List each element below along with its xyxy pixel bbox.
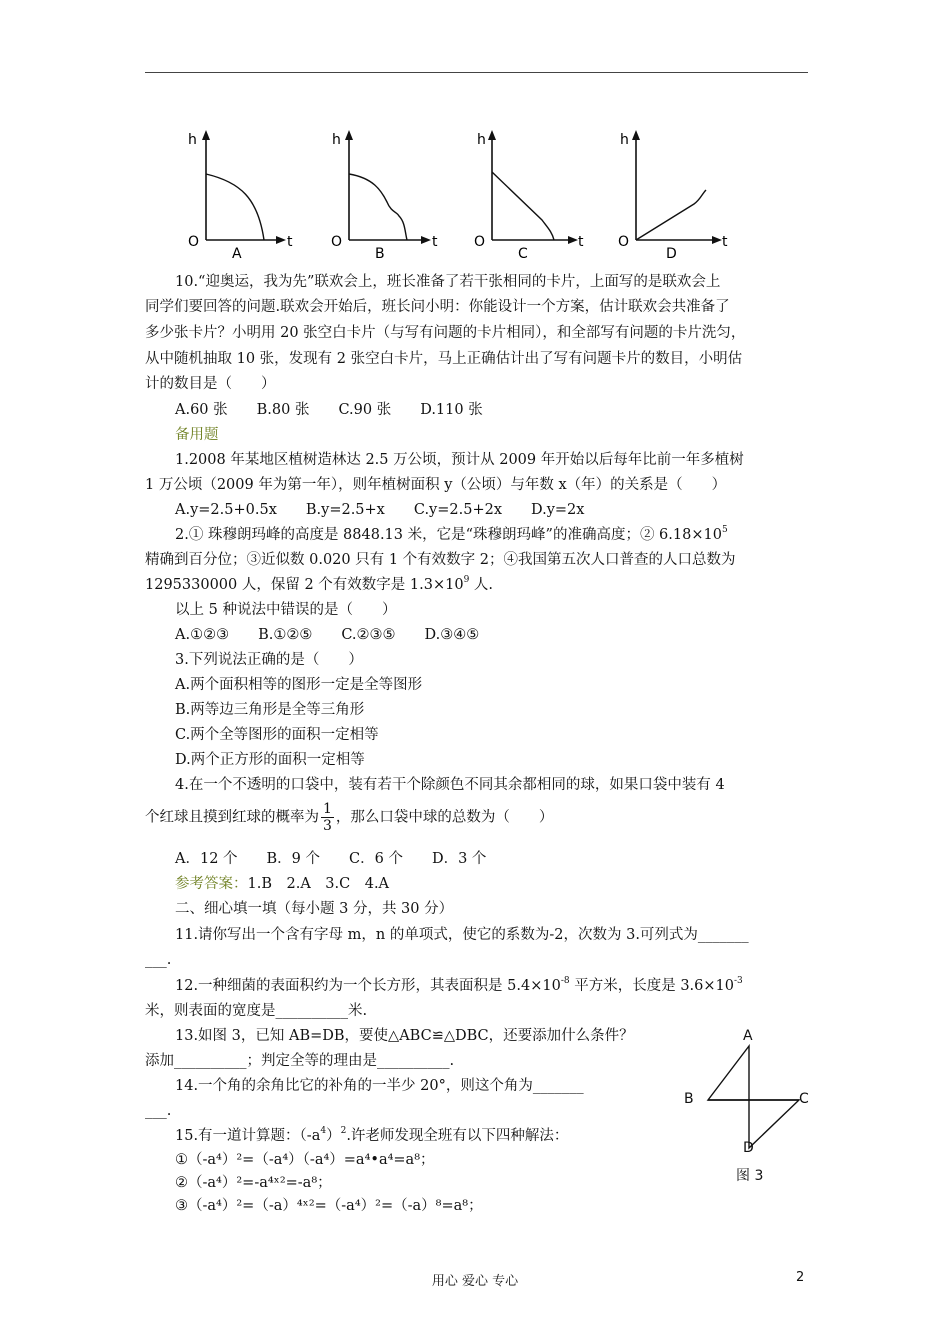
graph-d: [612, 128, 732, 260]
s3-option-c: C.两个全等图形的面积一定相等: [175, 727, 379, 743]
q11-line-1: 11.请你写出一个含有字母 m，n 的单项式，使它的系数为-2，次数为 3.可列式为_______: [175, 927, 749, 943]
q10-line-1: 10.“迎奥运，我为先”联欢会上，班长准备了若干张相同的卡片，上面写的是联欢会上: [175, 274, 721, 290]
s1-line-1: 1.2008 年某地区植树造林达 2.5 万公顷，预计从 2009 年开始以后每年比前一年多植树: [175, 452, 744, 468]
s3-option-b: B.两等边三角形是全等三角形: [175, 702, 365, 718]
graph-a-t-label: t: [287, 234, 293, 250]
figure-3-vertex-b: B: [684, 1091, 694, 1107]
s4-options: A．12 个 B．9 个 C．6 个 D．3 个: [175, 851, 487, 867]
section-2-heading: 二、细心填一填（每小题 3 分，共 30 分）: [175, 901, 454, 917]
q10-line-3: 多少张卡片？小明用 20 张空白卡片（与写有问题的卡片相同），和全部写有问题的卡片洗匀，: [145, 325, 746, 341]
graph-a-h-label: h: [188, 132, 197, 148]
graph-options: [180, 128, 740, 260]
graph-b-option-label: B: [375, 246, 385, 260]
q15-stem: 15.有一道计算题：$(-a^4)^2$.许老师发现全班有以下四种解法：: [175, 1126, 569, 1144]
s2-line-1: 2.① 珠穆朗玛峰的高度是 8848.13 米，它是“珠穆朗玛峰”的准确高度；② $6.18\times 10^5$: [175, 525, 728, 543]
q13-line-1: 13.如图 3，已知 AB=DB，要使△ABC≌△DBC，还要添加什么条件？: [175, 1028, 634, 1044]
graph-a-plot: [180, 128, 300, 260]
page-number: 2: [796, 1270, 805, 1285]
graph-c-t-label: t: [578, 234, 584, 250]
q15-method-2: ②（-a⁴）²=-a⁴ˣ²=-a⁸；: [175, 1175, 332, 1191]
s2-line-2: 精确到百分位；③近似数 0.020 只有 1 个有效数字 2；④我国第五次人口普查的人口总数为: [145, 552, 736, 568]
graph-d-t-label: t: [722, 234, 728, 250]
graph-b: [325, 128, 445, 260]
page-footer: 用心 爱心 专心: [431, 1274, 519, 1289]
graph-b-t-label: t: [432, 234, 438, 250]
graph-a: [180, 128, 300, 260]
graph-a-origin-label: O: [188, 234, 200, 250]
q10-line-4: 从中随机抽取 10 张，发现有 2 张空白卡片，马上正确估计出了写有问题卡片的数目，小明估: [145, 351, 743, 367]
graph-c-origin-label: O: [474, 234, 486, 250]
graph-d-plot: [612, 128, 732, 260]
figure-3-diagram: [680, 1028, 820, 1188]
q13-line-2: 添加__________；判定全等的理由是__________.: [145, 1053, 455, 1069]
q14-line-2: ___.: [145, 1103, 172, 1119]
q12-line-2: 米，则表面的宽度是__________米.: [145, 1003, 368, 1019]
s3-option-a: A.两个面积相等的图形一定是全等图形: [175, 677, 423, 693]
s3-stem: 3.下列说法正确的是（ ）: [175, 652, 363, 668]
graph-b-origin-label: O: [331, 234, 343, 250]
figure-3-vertex-c: C: [799, 1091, 809, 1107]
figure-3-caption: 图 3: [736, 1168, 764, 1184]
q10-line-2: 同学们要回答的问题.联欢会开始后，班长问小明：你能设计一个方案，估计联欢会共准备了: [145, 299, 730, 315]
graph-c-option-label: C: [518, 246, 528, 260]
spare-questions-title: 备用题: [175, 427, 219, 443]
graph-d-option-label: D: [666, 246, 677, 260]
s3-option-d: D.两个正方形的面积一定相等: [175, 752, 365, 768]
graph-c-h-label: h: [477, 132, 486, 148]
s2-options: A.①②③ B.①②⑤ C.②③⑤ D.③④⑤: [175, 627, 480, 643]
graph-a-option-label: A: [232, 246, 242, 260]
q11-line-2: ___.: [145, 952, 172, 968]
s1-line-2: 1 万公顷（2009 年为第一年），则年植树面积 y（公顷）与年数 x（年）的关系是（ ）: [145, 477, 727, 493]
header-rule: [145, 72, 808, 73]
q15-method-1: ①（-a⁴）²=（-a⁴）（-a⁴）=a⁴•a⁴=a⁸；: [175, 1152, 435, 1168]
q15-method-3: ③（-a⁴）²=（-a）⁴ˣ²=（-a⁴）²=（-a）⁸=a⁸；: [175, 1198, 483, 1214]
graph-c-plot: [468, 128, 588, 260]
s2-line-4: 以上 5 种说法中错误的是（ ）: [175, 602, 397, 618]
figure-3: [680, 1028, 820, 1188]
figure-3-vertex-d: D: [743, 1140, 754, 1156]
s4-line-2: 个红球且摸到红球的概率为 $\frac{1}{3}$ ，那么口袋中球的总数为（ ）: [145, 801, 554, 834]
q14-line-1: 14.一个角的余角比它的补角的一半少 20°，则这个角为_______: [175, 1078, 584, 1094]
figure-3-vertex-a: A: [743, 1028, 753, 1044]
s2-line-3: 1295330000 人，保留 2 个有效数字是 $1.3\times 10^9$ 人.: [145, 575, 494, 593]
s1-options: A.y=2.5+0.5x B.y=2.5+x C.y=2.5+2x D.y=2x: [175, 502, 585, 518]
fraction-one-third: $\frac{1}{3}$: [323, 801, 332, 834]
q10-line-5: 计的数目是（ ）: [145, 376, 276, 392]
graph-b-plot: [325, 128, 445, 260]
reference-answers: 参考答案：1.B 2.A 3.C 4.A: [175, 876, 390, 892]
graph-d-h-label: h: [620, 132, 629, 148]
q12-line-1: 12.一种细菌的表面积约为一个长方形，其表面积是 $5.4\times 10^{-8}$ 平方米，长度是 $3.6\times 10^{-3}$: [175, 976, 743, 994]
graph-c: [468, 128, 588, 260]
s4-line-1: 4.在一个不透明的口袋中，装有若干个除颜色不同其余都相同的球，如果口袋中装有 4: [175, 777, 725, 793]
q10-options: A.60 张 B.80 张 C.90 张 D.110 张: [175, 402, 483, 418]
graph-b-h-label: h: [332, 132, 341, 148]
graph-d-origin-label: O: [618, 234, 630, 250]
